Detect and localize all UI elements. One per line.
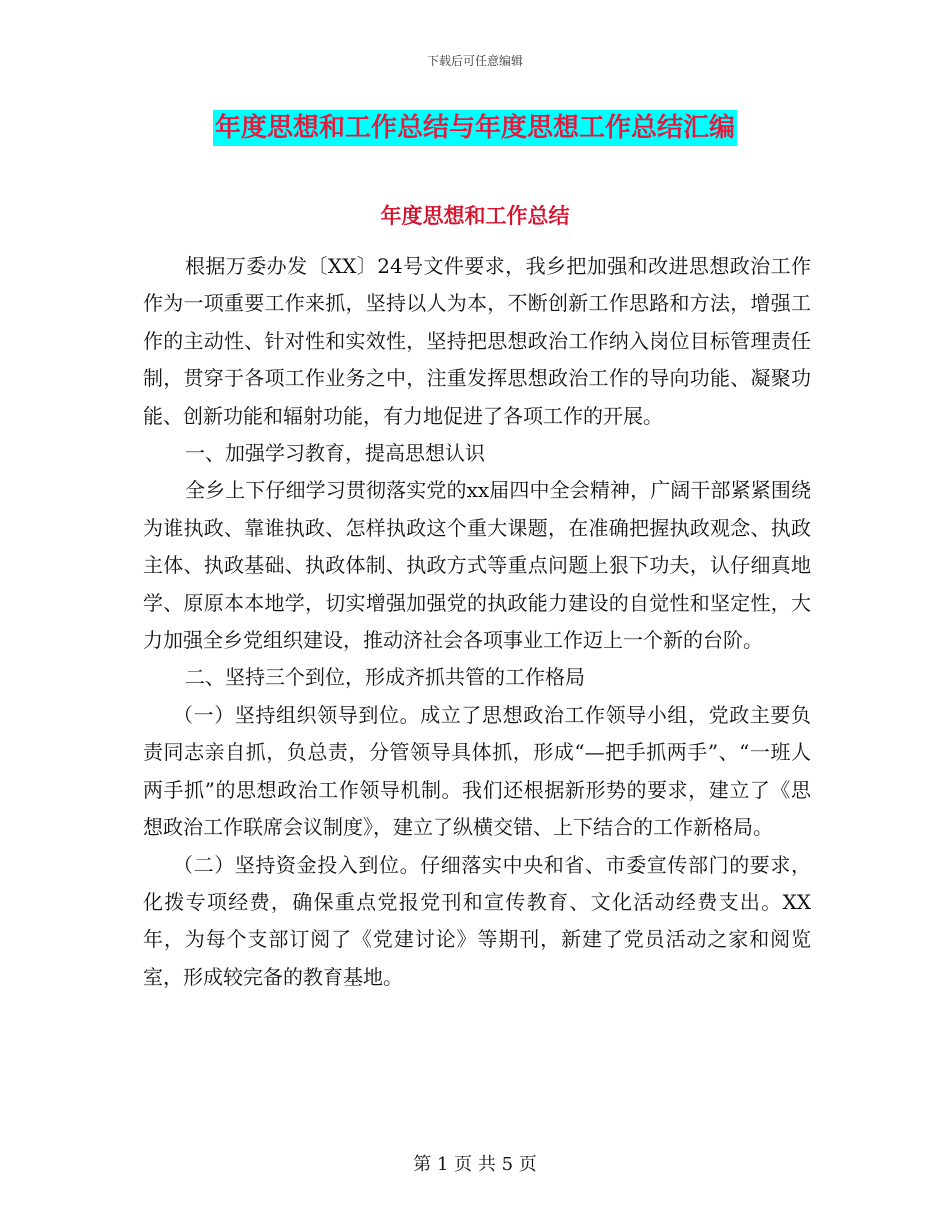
- heading-section-2: 二、坚持三个到位，形成齐抓共管的工作格局: [185, 665, 585, 690]
- page-number: 第 1 页 共 5 页: [413, 1154, 537, 1175]
- main-title-container: [0, 110, 950, 146]
- paragraph-item-1: （一）坚持组织领导到位。成立了思想政治工作领导小组，党政主要负责同志亲自抓，负总责，分管领导具体抓，形成“—把手抓两手”、“一班人两手抓”的思想政治工作领导机制。我们还根据新形势的要求，建立了《思想政治工作联席会议制度》，建立了纵横交错、上下结合的工作新格局。: [143, 702, 811, 840]
- section-title: 年度思想和工作总结: [380, 204, 570, 228]
- paragraph-item-2: （二）坚持资金投入到位。仔细落实中央和省、市委宣传部门的要求，化拨专项经费，确保重点党报党刊和宣传教育、文化活动经费支出。XX年，为每个支部订阅了《党建讨论》等期刊，新建了党员活动之家和阅览室，形成较完备的教育基地。: [143, 852, 811, 989]
- heading-section-1: 一、加强学习教育，提高思想认识: [185, 441, 485, 466]
- main-title: 年度思想和工作总结与年度思想工作总结汇编: [213, 110, 737, 146]
- paragraph-intro: 根据万委办发〔XX〕24号文件要求，我乡把加强和改进思想政治工作作为一项重要工作来抓，坚持以人为本，不断创新工作思路和方法，增强工作的主动性、针对性和实效性，坚持把思想政治工作纳入岗位目标管理责任制，贯穿于各项工作业务之中，注重发挥思想政治工作的导向功能、凝聚功能、创新功能和辐射功能，有力地促进了各项工作的开展。: [143, 254, 811, 428]
- paragraph-section-1: 全乡上下仔细学习贯彻落实党的xx届四中全会精神，广阔干部紧紧围绕为谁执政、靠谁执政、怎样执政这个重大课题，在准确把握执政观念、执政主体、执政基础、执政体制、执政方式等重点问题上狠下功夫，认仔细真地学、原原本本地学，切实增强加强党的执政能力建设的自觉性和坚定性，大力加强全乡党组织建设，推动济社会各项事业工作迈上一个新的台阶。: [143, 478, 811, 653]
- document-body: [143, 248, 811, 996]
- page-header-note: 下载后可任意编辑: [426, 54, 523, 68]
